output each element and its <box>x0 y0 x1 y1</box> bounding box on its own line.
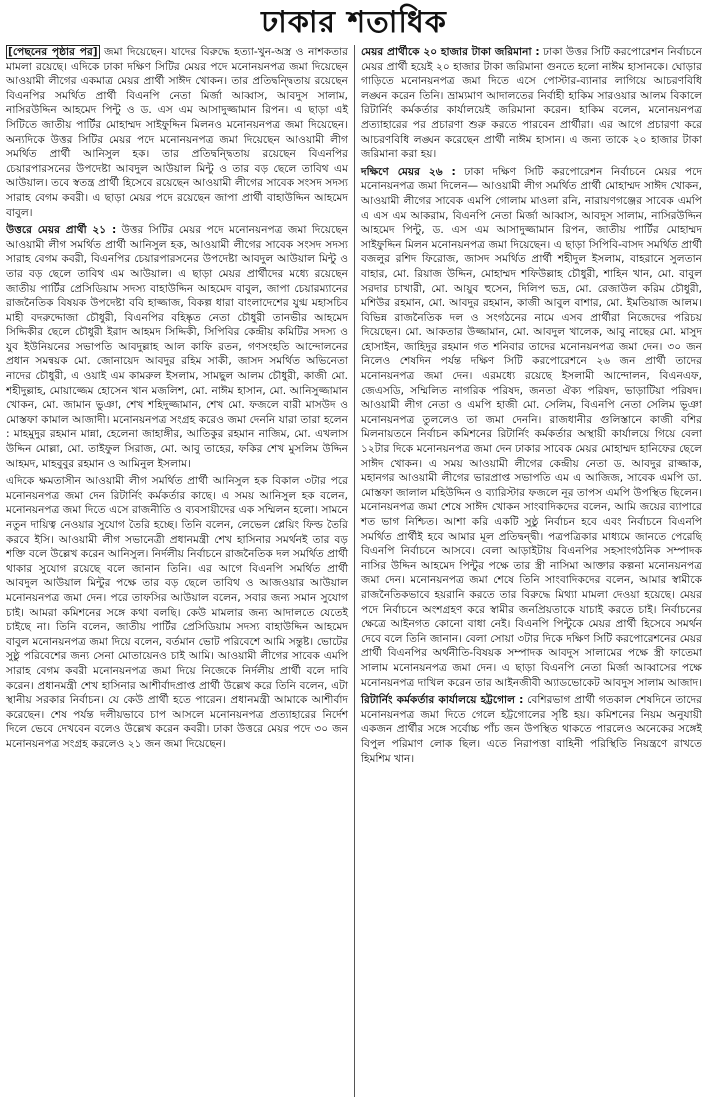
north-mayor-subhead: উত্তরে মেয়র প্রার্থী ২১ : <box>6 224 117 237</box>
continued-tag: [পেছনের পৃষ্ঠার পর] <box>8 46 98 58</box>
left-column <box>6 45 354 1097</box>
uproar-subhead: রিটার্নিং কর্মকর্তার কার্যালয়ে হট্টগোল : <box>361 694 524 707</box>
headline: ঢাকার শতাধিক <box>261 5 447 40</box>
right-column <box>354 45 702 1097</box>
right-paragraph-1 <box>361 45 702 162</box>
left-paragraph-1-text: জমা দিয়েছেন। যাদের বিরুদ্ধে হত্যা-খুন-অস্ত্র ও নাশকতার মামলা রয়েছে। এদিকে ঢাকা দক্ষিণ সিটির মেয়র পদে মনোনয়নপত্র জমা দিয়েছেন আওয়ামী লীগের একমাত্র মেয়র প্রার্থী সাঈদ খোকন। তার প্রতিদ্বন্দ্বিতায় রয়েছেন বিএনপির সমর্থিত প্রার্থী বিএনপি নেতা মির্জা আব্বাস, আবদুস সালাম, নাসিরউদ্দিন আহমেদ পিন্টু ও ড. এস এম আসাদুজ্জামান রিপন। এ ছাড়া এই সিটিতে জাতীয় পার্টির মোহাম্মদ সাইফুদ্দিন মিলনও মনোনয়নপত্র জমা দিয়েছেন। অন্যদিকে উত্তর সিটির মেয়র পদে মনোনয়নপত্র জমা দিয়েছেন আওয়ামী লীগ সমর্থিত প্রার্থী আনিসুল হক। তার প্রতিদ্বন্দ্বিতায় রয়েছেন বিএনপির চেয়ারপারসনের উপদেষ্টা আবদুল আউয়াল মিন্টু ও তার বড় ছেলে তাবিথ এম আউয়াল। তবে স্বতন্ত্র প্রার্থী হিসেবে রয়েছেন আওয়ামী লীগের সাবেক সংসদ সদস্য সারাহ বেগম কবরী। এ ছাড়া মেয়র পদে রয়েছেন জাপা প্রার্থী বাহাউদ্দিন আহমেদ বাবুল। <box>6 46 348 219</box>
left-paragraph-2 <box>6 223 348 471</box>
left-paragraph-2-text: উত্তর সিটির মেয়র পদে মনোনয়নপত্র জমা দিয়েছেন আওয়ামী লীগ সমর্থিত প্রার্থী আনিসুল হক, আওয়ামী লীগের সাবেক সংসদ সদস্য সারাহ বেগম কবরী, বিএনপির চেয়ারপারসনের উপদেষ্টা আবদুল আউয়াল মিন্টু ও তার বড় ছেলে তাবিথ এম আউয়াল। এ ছাড়া মেয়র প্রার্থীদের মধ্যে রয়েছেন জাতীয় পার্টির প্রেসিডিয়াম সদস্য বাহাউদ্দিন আহমেদ বাবুল, জাপা চেয়ারম্যানের রাজনৈতিক বিষয়ক উপদেষ্টা ববি হাজ্জাজ, বিকল্প ধারা বাংলাদেশের যুগ্ম মহাসচিব মাহী বদরুদ্দোজা চৌধুরী, বিএনপির বহিষ্কৃত নেতা চৌধুরী তানভীর আহমেদ সিদ্দিকীর ছেলে চৌধুরী ইরাদ আহমদ সিদ্দিকী, সিপিবির কেন্দ্রীয় কমিটির সদস্য ও যুব ইউনিয়নের সভাপতি আবদুল্লাহ আল কাফি রতন, গণসংহতি আন্দোলনের প্রধান সমন্বয়ক মো. জোনায়েদ আবদুর রহিম সাকী, জাসদ সমর্থিত অভিনেতা নাদের চৌধুরী, এ ওয়াই এম কামরুল ইসলাম, সামছুল আলম চৌধুরী, কাজী মো. শহীদুল্লাহ, মোয়াজ্জেম হোসেন খান মজলিশ, মো. নাঈম হাসান, মো. আনিসুজ্জামান খোকন, মো. জামান ভুঞা, শেখ শহিদুজ্জামান, শেখ মো. ফজলে বারী মাসউদ ও মোস্তফা কামাল আজাদী। মনোনয়নপত্র সংগ্রহ করেও জমা দেননি যারা তারা হলেন : মাহমুদুর রহমান মান্না, হেলেনা জাহাঙ্গীর, আতিকুর রহমান নাজিম, মো. এখলাস উদ্দিন মোল্লা, মো. তাইফুল সিরাজ, মো. আবু তাহের, ফকির শেখ মুসলিম উদ্দিন আহমদ, মাহবুবুর রহমান ও আমিনুল ইসলাম। <box>6 224 348 470</box>
fine-subhead: মেয়র প্রার্থীকে ২০ হাজার টাকা জরিমানা : <box>361 46 540 58</box>
right-paragraph-3 <box>361 693 702 766</box>
right-paragraph-3-text: বেশিরভাগ প্রার্থী গতকাল শেষদিনে তাদের মনোনয়নপত্র জমা দিতে গেলে হট্টগোলের সৃষ্টি হয়। কমিশনের নিয়ম অনুযায়ী একজন প্রার্থীর সঙ্গে সর্বোচ্চ পাঁচ জন উপস্থিত থাকতে পারলেও অনেকের সঙ্গেই বিপুল পরিমাণ লোক ছিল। এতে নিরাপত্তা বাহিনী পরিস্থিতি নিয়ন্ত্রণে রাখতে হিমশিম খান। <box>361 694 702 765</box>
left-paragraph-1 <box>6 45 348 220</box>
article-columns <box>6 45 702 1097</box>
left-paragraph-3: এদিকে ক্ষমতাসীন আওয়ামী লীগ সমর্থিত প্রার্থী আনিসুল হক বিকাল ৩টার পরে মনোনয়নপত্র জমা দেন রিটার্নিং কর্মকর্তার কাছে। এ সময় আনিসুল হক বলেন, মনোনয়নপত্র জমা দিতে এসে রাজনীতি ও ব্যবসায়ীদের এক সম্মিলন হলো। সামনে নতুন দায়িত্ব নেওয়ার সুযোগ তৈরি হচ্ছে। তিনি বলেন, লেভেল প্লেয়িং ফিল্ড তৈরি করবে ইসি। আওয়ামী লীগ সভানেত্রী প্রধানমন্ত্রী শেখ হাসিনার সমর্থনই তার বড় শক্তি বলে উল্লেখ করেন আনিসুল। নির্দলীয় নির্বাচনে রাজনৈতিক দল সমর্থিত প্রার্থী থাকার সুযোগ রয়েছে বলে জানান তিনি। এর আগে বিএনপি সমর্থিত প্রার্থী আবদুল আউয়াল মিন্টুর পক্ষে তার বড় ছেলে তাবিথ ও আজওয়ার আউয়াল মনোনয়নপত্র জমা দেন। পরে তাফসির আউয়াল বলেন, সবার জন্য সমান সুযোগ চাই। আমরা কমিশনের সঙ্গে কথা বলছি। কেউ মামলার জন্য আদালতে যেতেই চাইছে না। তিনি বলেন, জাতীয় পার্টির প্রেসিডিয়াম সদস্য বাহাউদ্দিন আহমেদ বাবুল মনোনয়নপত্র জমা দিয়ে বলেন, বর্তমান ভোট পরিবেশে আমি সন্তুষ্ট। ভোটের সুষ্ঠু পরিবেশের জন্য সেনা মোতায়েনও চাই আমি। আওয়ামী লীগের সাবেক এমপি সারাহ বেগম কবরী মনোনয়নপত্র জমা দিয়ে নিজেকে নির্দলীয় প্রার্থী বলে দাবি করেন। প্রধানমন্ত্রী শেখ হাসিনার আশীর্বাদপ্রাপ্ত প্রার্থী উল্লেখ করে তিনি বলেন, এটা স্থানীয় সরকার নির্বাচন। যে কেউ প্রার্থী হতে পারেন। প্রধানমন্ত্রী আমাকে আশীর্বাদ করেছেন। শেষ পর্যন্ত দলীয়ভাবে চাপ আসলে মনোনয়নপত্র প্রত্যাহারের নির্দেশ দিলে ভেবে দেখবেন বলেও উল্লেখ করেন কবরী। ঢাকা উত্তরে মেয়র পদে ৩০ জন মনোনয়নপত্র সংগ্রহ করলেও ২১ জন জমা দিয়েছেন। <box>6 475 348 750</box>
right-paragraph-1-text: ঢাকা উত্তর সিটি করপোরেশন নির্বাচনে মেয়র প্রার্থী হয়েই ২০ হাজার টাকা জরিমানা গুনতে হলো নাঈম হাসানকে। ঘোড়ার গাড়িতে মনোনয়নপত্র জমা দিতে এসে পোস্টার-ব্যানার লাগিয়ে আচরণবিধি লঙ্ঘন করেন তিনি। ভ্রাম্যমাণ আদালতের নির্বাহী হাকিম সারওয়ার আলম বিকালে রিটার্নিং কর্মকর্তার কার্যালয়েই জরিমানা করেন। হাকিম বলেন, মনোনয়নপত্র প্রত্যাহারের পর প্রচারণা শুরু করতে পারবেন প্রার্থীরা। এর আগে প্রচারণা করে আচরণবিধি লঙ্ঘন করেছেন প্রার্থী নাঈম হাসান। এ জন্য তাকে ২০ হাজার টাকা জরিমানা করা হয়। <box>361 46 702 161</box>
right-paragraph-2 <box>361 165 702 690</box>
south-mayor-subhead: দক্ষিণে মেয়র ২৬ : <box>361 165 456 178</box>
right-paragraph-2-text: ঢাকা দক্ষিণ সিটি করপোরেশন নির্বাচনে মেয়র পদে মনোনয়নপত্র জমা দিলেন— আওয়ামী লীগ সমর্থিত প্রার্থী মোহাম্মদ সাঈদ খোকন, আওয়ামী লীগের সাবেক এমপি গোলাম মাওলা রনি, নারায়ণগঞ্জের সাবেক এমপি এ এস এম আকরাম, বিএনপি নেতা মির্জা আব্বাস, আবদুস সালাম, নাসিরউদ্দিন আহমেদ পিন্টু, ড. এস এম আসাদুজ্জামান রিপন, জাতীয় পার্টির মোহাম্মদ সাইফুদ্দিন মিলন মনোনয়নপত্র জমা দিয়েছেন। এ ছাড়া সিপিবি-বাসদ সমর্থিত প্রার্থী বজলুর রশিদ ফিরোজ, জাসদ সমর্থিত প্রার্থী শহীদুল ইসলাম, বাহরানে সুলতান বাহার, মো. রিয়াজ উদ্দিন, মোহাম্মদ শফিউল্লাহ চৌধুরী, শাহিন খান, মো. বাবুল সরদার চাখারী, মো. আয়ুব হুসেন, দিলিপ ভদ্র, মো. রেজাউল করিম চৌধুরী, মশিউর রহমান, মো. আবদুর রহমান, কাজী আবুল বাশার, মো. ইমতিয়াজ আলম। বিভিন্ন রাজনৈতিক দল ও সংগঠনের নামে এসব প্রার্থীরা নিজেদের পরিচয় দিয়েছেন। মো. আকতার উজ্জামান, মো. আবদুল খালেক, আবু নাছের মো. মাসুদ হোসাইন, জাহিদুর রহমান গত শনিবার তাদের মনোনয়নপত্র জমা দেন। ৩০ জন নিলেও শেষদিন পর্যন্ত দক্ষিণ সিটি করপোরেশনে ২৬ জন প্রার্থী তাদের মনোনয়নপত্র জমা দেন। এরমধ্যে রয়েছে ইসলামী আন্দোলন, বিএনএফ, জেএসডি, সম্মিলিত নাগরিক পরিষদ, জনতা ঐক্য পরিষদ, ভাড়াটিয়া পরিষদ। আওয়ামী লীগ নেতা ও এমপি হাজী মো. সেলিম, বিএনপি নেতা সেলিম ভূঞা মনোনয়নপত্র তুললেও তা জমা দেননি। রাজধানীর গুলিস্তানে কাজী বশির মিলনায়তনে নির্বাচন কমিশনের রিটার্নিং কর্মকর্তার অস্থায়ী কার্যালয়ে গিয়ে বেলা ১২টার দিকে মনোনয়নপত্র জমা দেন ঢাকার সাবেক মেয়র মোহাম্মদ হানিফের ছেলে সাঈদ খোকন। এ সময় আওয়ামী লীগের কেন্দ্রীয় নেতা ড. আবদুর রাজ্জাক, মহানগর আওয়ামী লীগের ভারপ্রাপ্ত সভাপতি এম এ আজিজ, সাবেক এমপি ডা. মোস্তফা জালাল মহিউদ্দিন ও ব্যারিস্টার ফজলে নূর তাপস এমপি উপস্থিত ছিলেন। মনোনয়নপত্র জমা শেষে সাঈদ খোকন সাংবাদিকদের বলেন, আমি জয়ের ব্যাপারে শত ভাগ নিশ্চিত। আশা করি একটি সুষ্ঠু নির্বাচন হবে এবং নির্বাচনে বিএনপি সমর্থিত প্রার্থীই হবে আমার মূল প্রতিদ্বন্দ্বী। পত্রপত্রিকার মাধ্যমে জানতে পেরেছি বিএনপি নির্বাচনে আসবে। বেলা আড়াইটায় বিএনপির সহসাংগঠনিক সম্পাদক নাসির উদ্দিন আহমেদ পিন্টুর পক্ষে তার স্ত্রী নাসিমা আক্তার কল্পনা মনোনয়নপত্র জমা দেন। মনোনয়নপত্র জমা শেষে তিনি সাংবাদিকদের বলেন, আমার স্বামীকে রাজনৈতিকভাবে হয়রানি করতে তার বিরুদ্ধে মিথ্যা মামলা দেওয়া হয়েছে। মেয়র পদে নির্বাচনে অংশগ্রহণ করে স্বামীর জনপ্রিয়তাকে যাচাই করতে চাই। নির্বাচনের ক্ষেত্রে আইনগত কোনো বাধা নেই। বিএনপি পিন্টুকে মেয়র প্রার্থী হিসেবে সমর্থন দেবে বলে তিনি জানান। বেলা সোয়া ৩টার দিকে দক্ষিণ সিটি করপোরেশনের মেয়র প্রার্থী বিএনপির অর্থনীতি-বিষয়ক সম্পাদক আবদুস সালামের পক্ষে স্ত্রী ফাতেমা সালাম মনোনয়নপত্র জমা দেন। এ ছাড়া বিএনপি নেতা মির্জা আব্বাসের পক্ষে মনোনয়নপত্র দাখিল করেন তার আইনজীবী অ্যাডভোকেট আবদুস সালাম আজাদ। <box>361 165 702 689</box>
